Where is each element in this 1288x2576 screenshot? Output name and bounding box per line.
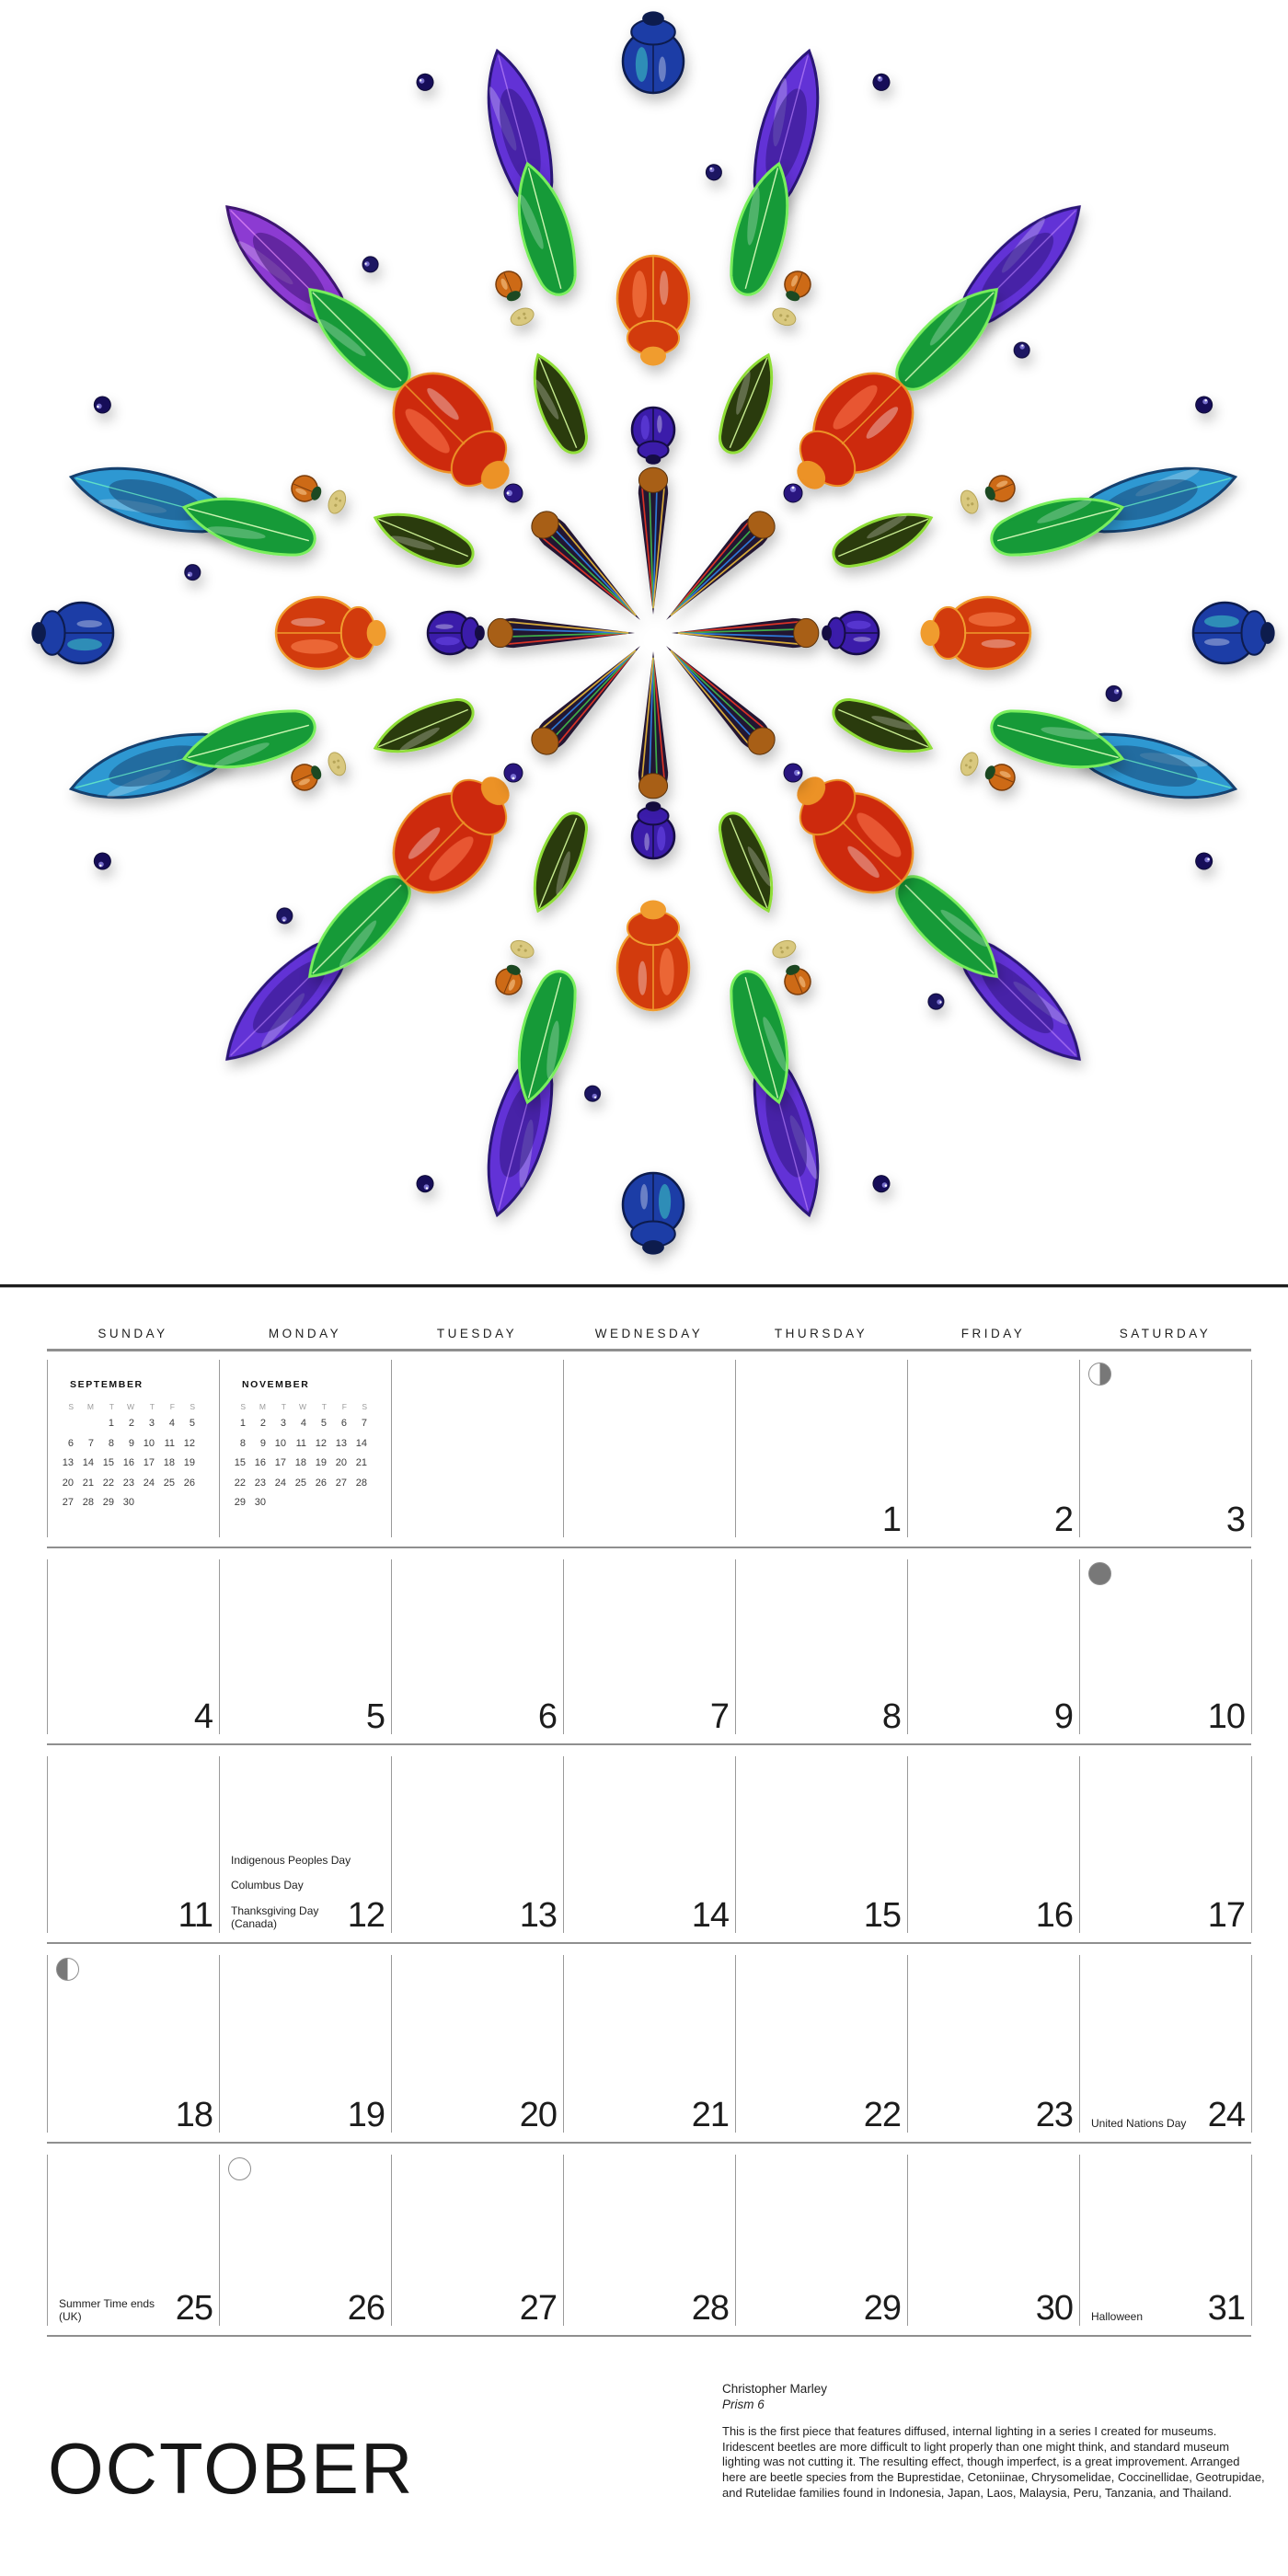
day-cell-8: [735, 1551, 907, 1742]
day-number: 7: [709, 1697, 729, 1736]
mini-day-number: 3: [280, 1418, 286, 1429]
mini-calendar-week: [56, 1454, 203, 1474]
day-cell-1: [735, 1351, 907, 1545]
day-number: 20: [519, 2096, 557, 2134]
day-cell-14: [563, 1748, 735, 1940]
day-cell-2: [907, 1351, 1079, 1545]
holiday-label: Halloween: [1091, 2310, 1144, 2324]
mini-day-number: 15: [102, 1457, 114, 1468]
day-cell-17: [1079, 1748, 1251, 1940]
day-cell-3: [1079, 1351, 1251, 1545]
mini-calendar-day-headers: [228, 1399, 375, 1414]
grid-vline: [1251, 1360, 1252, 1537]
mini-calendar-week: [228, 1454, 375, 1474]
mini-day-number: 30: [122, 1497, 134, 1508]
day-cell-26: [219, 2146, 391, 2333]
day-number: 28: [691, 2289, 729, 2328]
mini-day-number: 22: [234, 1477, 246, 1489]
day-number: 2: [1053, 1501, 1073, 1539]
day-number: 4: [193, 1697, 213, 1736]
holiday-label: Summer Time ends (UK): [59, 2296, 155, 2324]
day-number: 25: [175, 2289, 213, 2328]
day-number: 1: [881, 1501, 901, 1539]
day-number: 3: [1225, 1501, 1245, 1539]
artwork-credit: [722, 2382, 1267, 2501]
mini-day-number: 25: [163, 1477, 175, 1489]
section-divider: [0, 1284, 1288, 1288]
day-cell-empty: [391, 1351, 563, 1545]
mini-day-number: 14: [355, 1437, 367, 1449]
day-number: 15: [863, 1896, 901, 1935]
first-quarter-moon-icon: [56, 1958, 79, 1981]
mini-calendar-week: [56, 1474, 203, 1494]
mini-calendar-title: SEPTEMBER: [70, 1379, 144, 1390]
mini-day-number: [137, 1493, 157, 1513]
weekday-header-row: [47, 1327, 1251, 1340]
day-number: 16: [1035, 1896, 1073, 1935]
day-number: 8: [881, 1697, 901, 1736]
weekday-header-thursday: THURSDAY: [774, 1327, 868, 1340]
day-number: 31: [1207, 2289, 1245, 2328]
mini-day-header: W: [126, 1402, 134, 1411]
day-number: 18: [175, 2096, 213, 2134]
day-cell-22: [735, 1947, 907, 2140]
day-cell-empty: [219, 1351, 391, 1545]
day-cell-30: [907, 2146, 1079, 2333]
mini-day-header: S: [68, 1402, 74, 1411]
holiday-label: Thanksgiving Day (Canada): [231, 1903, 319, 1931]
mini-calendar-week: [228, 1474, 375, 1494]
mini-day-number: 24: [274, 1477, 286, 1489]
mini-day-number: 16: [122, 1457, 134, 1468]
mini-day-header: W: [298, 1402, 306, 1411]
day-number: 5: [365, 1697, 385, 1736]
mini-day-number: 11: [164, 1437, 175, 1449]
day-cell-empty: [47, 1351, 219, 1545]
mini-day-number: [76, 1414, 97, 1434]
grid-rule: [47, 2335, 1251, 2338]
mini-calendar-title: NOVEMBER: [242, 1379, 310, 1390]
mini-day-header: T: [321, 1402, 327, 1411]
day-number: 9: [1053, 1697, 1073, 1736]
day-number: 29: [863, 2289, 901, 2328]
weekday-header-friday: FRIDAY: [960, 1327, 1026, 1340]
mini-calendar-november: [228, 1379, 375, 1513]
mini-day-number: 24: [143, 1477, 155, 1489]
day-number: 27: [519, 2289, 557, 2328]
mini-day-number: 10: [274, 1437, 286, 1449]
weekday-header-sunday: SUNDAY: [98, 1327, 168, 1340]
mini-day-number: 28: [82, 1497, 94, 1508]
mini-day-number: 21: [355, 1457, 367, 1468]
mini-day-header: F: [169, 1402, 175, 1411]
mini-day-header: M: [86, 1402, 94, 1411]
mini-day-number: 17: [274, 1457, 286, 1468]
mini-day-number: 25: [294, 1477, 306, 1489]
mini-day-number: 26: [183, 1477, 195, 1489]
week-row-1: [47, 1349, 1251, 1548]
day-number: 17: [1207, 1896, 1245, 1935]
week-row-3: [47, 1745, 1251, 1944]
mini-day-number: 15: [234, 1457, 246, 1468]
day-number: 10: [1207, 1697, 1245, 1736]
day-cell-19: [219, 1947, 391, 2140]
mini-day-number: [289, 1493, 309, 1513]
day-number: 12: [347, 1896, 385, 1935]
mini-day-header: T: [109, 1402, 114, 1411]
mini-day-number: 8: [108, 1437, 114, 1449]
week-row-4: [47, 1944, 1251, 2144]
mini-day-number: 22: [102, 1477, 114, 1489]
mini-day-number: [178, 1493, 198, 1513]
weekday-header-monday: MONDAY: [268, 1327, 342, 1340]
holiday-labels: [231, 1854, 352, 1932]
day-number: 19: [347, 2096, 385, 2134]
day-cell-empty: [563, 1351, 735, 1545]
mini-day-number: 6: [67, 1437, 74, 1449]
day-cell-5: [219, 1551, 391, 1742]
mini-day-number: [329, 1493, 350, 1513]
full-moon-icon: [228, 2157, 251, 2180]
grid-vline: [1251, 2155, 1252, 2326]
mini-day-number: 27: [335, 1477, 347, 1489]
mini-day-number: 29: [234, 1497, 246, 1508]
mini-calendar-week: [56, 1493, 203, 1513]
day-cell-12: [219, 1748, 391, 1940]
mini-day-number: 3: [148, 1418, 155, 1429]
day-number: 6: [537, 1697, 557, 1736]
mini-day-number: 7: [361, 1418, 367, 1429]
last-quarter-moon-icon: [1088, 1363, 1111, 1386]
day-cell-6: [391, 1551, 563, 1742]
mini-calendar-week: [228, 1434, 375, 1455]
mini-day-number: 12: [315, 1437, 327, 1449]
mini-day-number: 29: [102, 1497, 114, 1508]
mini-day-number: [350, 1493, 370, 1513]
mini-day-number: 17: [143, 1457, 155, 1468]
day-cell-7: [563, 1551, 735, 1742]
day-cell-16: [907, 1748, 1079, 1940]
day-number: 22: [863, 2096, 901, 2134]
mini-day-number: [269, 1493, 289, 1513]
new-moon-icon: [1088, 1562, 1111, 1585]
day-cell-13: [391, 1748, 563, 1940]
month-title: OCTOBER: [48, 2428, 415, 2509]
mini-day-number: 19: [183, 1457, 195, 1468]
week-row-2: [47, 1548, 1251, 1745]
mini-day-number: 13: [62, 1457, 74, 1468]
mini-calendar-week: [228, 1414, 375, 1434]
mini-day-number: 9: [128, 1437, 134, 1449]
mini-day-number: 30: [254, 1497, 266, 1508]
mini-day-number: 28: [355, 1477, 367, 1489]
mini-day-number: 23: [254, 1477, 266, 1489]
mini-day-number: 9: [259, 1437, 266, 1449]
mini-day-number: 13: [335, 1437, 347, 1449]
day-number: 13: [519, 1896, 557, 1935]
mini-day-header: T: [149, 1402, 155, 1411]
day-cell-10: [1079, 1551, 1251, 1742]
mini-day-number: 26: [315, 1477, 327, 1489]
mini-calendar-september: [56, 1379, 203, 1513]
mini-day-number: 20: [62, 1477, 74, 1489]
mini-day-number: 18: [163, 1457, 175, 1468]
mini-day-header: T: [281, 1402, 286, 1411]
mini-day-number: 7: [87, 1437, 94, 1449]
artwork-title: Prism 6: [722, 2398, 765, 2411]
grid-vline: [1251, 1955, 1252, 2133]
weekday-header-wednesday: WEDNESDAY: [594, 1327, 704, 1340]
mini-day-header: M: [259, 1402, 266, 1411]
mini-day-number: 1: [239, 1418, 246, 1429]
artwork-description: This is the first piece that features diffused, internal lighting in a series I created for museums. Iridescent beetles are more difficult to light properly than one might think, and standard museum lighting was not cutting it. The resulting effect, though imperfect, is a great improvement. Arranged here are beetle species from the Buprestidae, Cetoniinae, Chrysomelidae, Coccinellidae, Geotrupidae, and Rutelidae families found in Indonesia, Japan, Laos, Malaysia, Peru, Tanzania, and Thailand.: [722, 2424, 1265, 2500]
weekday-header-saturday: SATURDAY: [1119, 1327, 1212, 1340]
mini-day-header: S: [362, 1402, 367, 1411]
mini-day-number: 5: [320, 1418, 327, 1429]
day-number: 23: [1035, 2096, 1073, 2134]
day-cell-27: [391, 2146, 563, 2333]
holiday-labels: [1091, 2117, 1213, 2131]
day-cell-18: [47, 1947, 219, 2140]
mini-day-number: 19: [315, 1457, 327, 1468]
day-cell-9: [907, 1551, 1079, 1742]
mini-day-number: 2: [259, 1418, 266, 1429]
mini-day-number: 10: [143, 1437, 155, 1449]
artist-name: Christopher Marley: [722, 2382, 828, 2396]
mini-day-number: 27: [62, 1497, 74, 1508]
holiday-label: United Nations Day: [1091, 2117, 1187, 2131]
mini-day-number: 18: [294, 1457, 306, 1468]
beetle-mandala-artwork: [0, 0, 1288, 1284]
day-cell-11: [47, 1748, 219, 1940]
mini-calendar-day-headers: [56, 1399, 203, 1414]
day-cell-23: [907, 1947, 1079, 2140]
mini-day-number: 12: [183, 1437, 195, 1449]
mini-day-number: 4: [168, 1418, 175, 1429]
mini-day-number: 16: [254, 1457, 266, 1468]
day-number: 26: [347, 2289, 385, 2328]
grid-vline: [1251, 1559, 1252, 1734]
day-cell-20: [391, 1947, 563, 2140]
day-number: 21: [691, 2096, 729, 2134]
mini-day-number: 23: [122, 1477, 134, 1489]
day-cell-31: [1079, 2146, 1251, 2333]
mini-day-header: S: [240, 1402, 246, 1411]
day-cell-4: [47, 1551, 219, 1742]
mini-calendar-week: [56, 1414, 203, 1434]
weekday-header-tuesday: TUESDAY: [436, 1327, 518, 1340]
mini-day-number: [309, 1493, 329, 1513]
mini-day-header: F: [341, 1402, 347, 1411]
mini-day-number: 5: [189, 1418, 195, 1429]
holiday-label: Columbus Day: [231, 1879, 304, 1892]
mini-day-number: 11: [295, 1437, 306, 1449]
week-row-5: [47, 2144, 1251, 2337]
mini-day-number: [157, 1493, 178, 1513]
day-number: 30: [1035, 2289, 1073, 2328]
mini-calendar-week: [56, 1434, 203, 1455]
mini-day-number: 6: [340, 1418, 347, 1429]
holiday-labels: [1091, 2310, 1213, 2324]
mini-day-number: 8: [239, 1437, 246, 1449]
grid-vline: [1251, 1756, 1252, 1933]
mini-day-number: 2: [128, 1418, 134, 1429]
day-cell-29: [735, 2146, 907, 2333]
holiday-labels: [59, 2297, 180, 2324]
mini-day-number: 20: [335, 1457, 347, 1468]
day-cell-25: [47, 2146, 219, 2333]
mini-calendar-week: [228, 1493, 375, 1513]
day-number: 11: [178, 1896, 213, 1935]
mini-day-number: [56, 1414, 76, 1434]
holiday-label: Indigenous Peoples Day: [231, 1853, 351, 1867]
mini-day-header: S: [190, 1402, 195, 1411]
mini-day-number: 21: [82, 1477, 94, 1489]
day-cell-21: [563, 1947, 735, 2140]
day-cell-15: [735, 1748, 907, 1940]
day-number: 14: [691, 1896, 729, 1935]
day-cell-24: [1079, 1947, 1251, 2140]
day-cell-28: [563, 2146, 735, 2333]
mini-day-number: 1: [108, 1418, 114, 1429]
mini-day-number: 4: [300, 1418, 306, 1429]
day-number: 24: [1207, 2096, 1245, 2134]
mini-day-number: 14: [82, 1457, 94, 1468]
